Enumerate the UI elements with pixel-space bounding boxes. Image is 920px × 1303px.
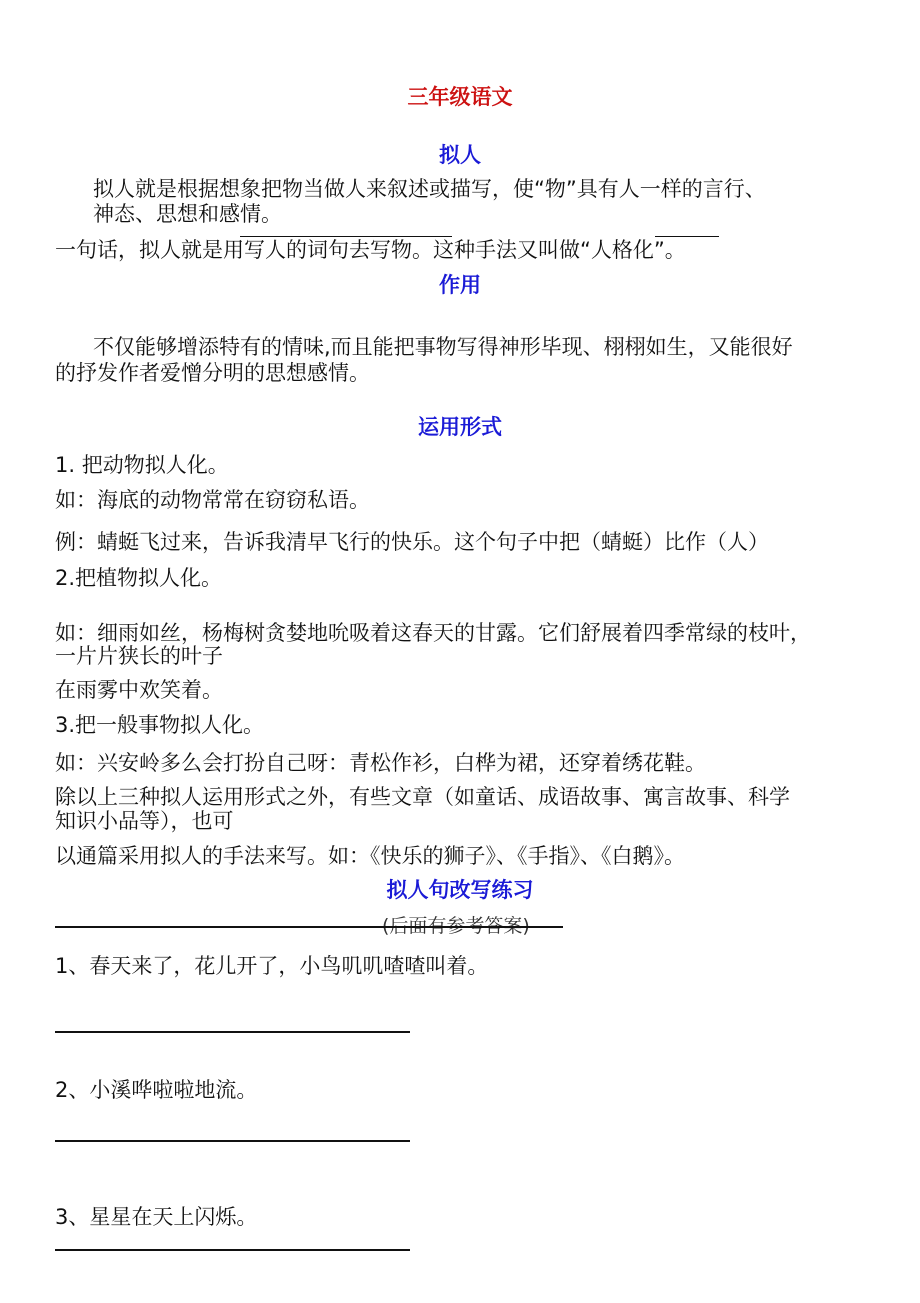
effect-line-2: 的抒发作者爱憎分明的思想感情。	[55, 361, 370, 385]
exercise-3: 3、星星在天上闪烁。	[55, 1205, 258, 1229]
extra-line-1: 除以上三种拟人运用形式之外，有些文章（如童话、成语故事、寓言故事、科学	[55, 785, 790, 809]
form-3-example: 如：兴安岭多么会打扮自己呀：青松作衫，白桦为裙，还穿着绣花鞋。	[55, 751, 706, 775]
heading-nihua: 拟人	[439, 143, 481, 167]
exercise-1: 1、春天来了，花儿开了，小鸟叽叽喳喳叫着。	[55, 954, 489, 978]
form-2-example-line-1: 如：细雨如丝，杨梅树贪婪地吮吸着这春天的甘露。它们舒展着四季常绿的枝叶，	[55, 621, 811, 645]
extra-line-2: 知识小品等），也可	[55, 809, 234, 833]
effect-line-1: 不仅能够增添特有的情味,而且能把事物写得神形毕现、栩栩如生，又能很好	[93, 335, 793, 359]
form-2: 2.把植物拟人化。	[55, 566, 223, 590]
exercise-2: 2、小溪哗啦啦地流。	[55, 1078, 258, 1102]
definition-line-2: 神态、思想和感情。	[93, 202, 282, 226]
answer-line-1[interactable]	[55, 1031, 410, 1033]
heading-effect: 作用	[439, 273, 481, 297]
answer-note: (后面有参考答案)	[382, 915, 530, 937]
form-1-example-2: 例：蜻蜓飞过来，告诉我清早飞行的快乐。这个句子中把（蜻蜓）比作（人）	[55, 530, 769, 554]
heading-exercises: 拟人句改写练习	[386, 878, 534, 902]
summary-line: 一句话，拟人就是用写人的词句去写物。这种手法又叫做“人格化”。	[55, 238, 686, 262]
form-1: 1. 把动物拟人化。	[55, 453, 229, 477]
form-3: 3.把一般事物拟人化。	[55, 713, 265, 737]
answer-line-2[interactable]	[55, 1140, 410, 1142]
form-2-example-line-3: 在雨雾中欢笑着。	[55, 678, 223, 702]
answer-line-3[interactable]	[55, 1249, 410, 1251]
heading-forms: 运用形式	[418, 415, 502, 439]
form-1-example: 如：海底的动物常常在窃窃私语。	[55, 488, 370, 512]
section-rule	[55, 926, 563, 928]
form-2-example-line-2: 一片片狭长的叶子	[55, 644, 223, 668]
extra-line-3: 以通篇采用拟人的手法来写。如：《快乐的狮子》、《手指》、《白鹅》。	[55, 844, 685, 868]
definition-line-1: 拟人就是根据想象把物当做人来叙述或描写，使“物”具有人一样的言行、	[93, 177, 766, 201]
document-title: 三年级语文	[407, 85, 513, 109]
